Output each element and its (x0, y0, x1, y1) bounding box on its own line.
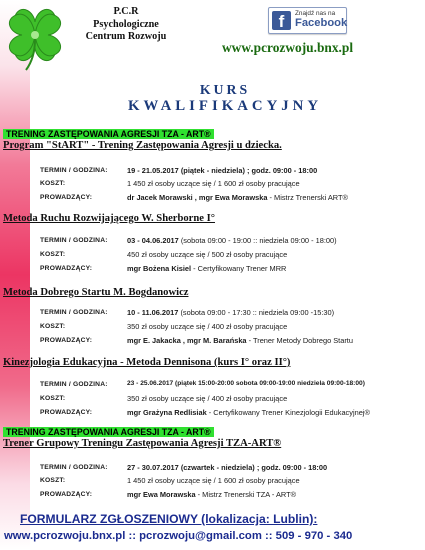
org-line-1: P.C.R (113, 6, 139, 17)
term-hours: (piątek - niedziela) ; godz. 09:00 - 18:00 (180, 166, 318, 175)
organization-name (66, 6, 186, 44)
cost-value: 350 zł osoby uczące się / 400 zł osoby pracujące (127, 394, 288, 403)
term-hours: (czwartek - niedziela) ; godz. 09:00 - 18:00 (180, 463, 328, 472)
term-date: 23 - 25.06.2017 (127, 380, 174, 387)
lead-title: - Certyfikowany Trener Kinezjologii Edukacyjnej® (208, 408, 370, 417)
term-hours: (piątek 15:00-20:00 sobota 09:00-19:00 niedziela 09:00-18:00) (175, 380, 365, 387)
org-line-2: Psychologiczne (93, 18, 159, 30)
term-date: 03 - 04.06.2017 (127, 236, 179, 245)
facebook-icon: f (272, 11, 291, 30)
category-band: TRENING ZASTĘPOWANIA AGRESJI TZA - ART® (3, 129, 214, 139)
registration-form-link[interactable]: FORMULARZ ZGŁOSZENIOWY (lokalizacja: Lublin): (20, 512, 318, 526)
term-date: 27 - 30.07.2017 (127, 463, 179, 472)
lead-value (127, 336, 353, 345)
term-value (127, 380, 365, 387)
lead-value (127, 490, 296, 499)
term-label: TERMIN / GODZINA: (40, 464, 108, 471)
cost-value: 450 zł osoby uczące się / 500 zł osoby pracujące (127, 250, 288, 259)
lead-title: - Mistrz Trenerski TZA - ART® (197, 490, 297, 499)
lead-value (127, 193, 348, 202)
term-hours: (sobota 09:00 - 17:30 :: niedziela 09:00 -15:30) (180, 308, 335, 317)
cost-label: KOSZT: (40, 251, 66, 258)
term-value (127, 166, 317, 175)
term-date: 10 - 11.06.2017 (127, 308, 179, 317)
cost-label: KOSZT: (40, 477, 66, 484)
clover-logo-icon (2, 2, 68, 72)
course-title: Program "StART" - Trening Zastępowania Agresji u dziecka. (3, 140, 282, 151)
term-label: TERMIN / GODZINA: (40, 309, 108, 316)
term-hours: (sobota 09:00 - 19:00 :: niedziela 09:00 - 18:00) (180, 236, 337, 245)
lead-name: dr Jacek Morawski , mgr Ewa Morawska (127, 193, 268, 202)
lead-name: mgr Bożena Kisiel (127, 264, 192, 273)
website-link[interactable]: www.pcrozwoju.bnx.pl (222, 40, 354, 55)
term-value (127, 236, 337, 245)
contact-footer: www.pcrozwoju.bnx.pl :: pcrozwoju@gmail.com :: 509 - 970 - 340 (4, 530, 353, 542)
pink-sidebar (0, 0, 30, 550)
facebook-big-text: Facebook (295, 17, 348, 29)
lead-label: PROWADZĄCY: (40, 265, 93, 272)
org-line-3: Centrum Rozwoju (85, 31, 167, 42)
term-value (127, 308, 334, 317)
term-date: 19 - 21.05.2017 (127, 166, 179, 175)
course-title: Metoda Ruchu Rozwijającego W. Sherborne I° (3, 213, 215, 224)
lead-label: PROWADZĄCY: (40, 409, 93, 416)
term-label: TERMIN / GODZINA: (40, 381, 108, 388)
cost-label: KOSZT: (40, 323, 66, 330)
lead-name: mgr Ewa Morawska (127, 490, 196, 499)
term-label: TERMIN / GODZINA: (40, 237, 108, 244)
lead-label: PROWADZĄCY: (40, 194, 93, 201)
lead-title: - Trener Metody Dobrego Startu (248, 336, 353, 345)
term-value (127, 463, 327, 472)
cost-value: 350 zł osoby uczące się / 400 zł osoby pracujące (127, 322, 288, 331)
lead-name: mgr E. Jakacka , mgr M. Barańska (127, 336, 247, 345)
lead-title: - Certyfikowany Trener MRR (193, 264, 287, 273)
lead-value (127, 408, 370, 417)
course-title: Metoda Dobrego Startu M. Bogdanowicz (3, 287, 189, 298)
lead-label: PROWADZĄCY: (40, 337, 93, 344)
cost-value: 1 450 zł osoby uczące się / 1 600 zł osoby pracujące (127, 179, 300, 188)
term-label: TERMIN / GODZINA: (40, 167, 108, 174)
title-line-2: KWALIFIKACYJNY (127, 98, 323, 114)
lead-name: mgr Grażyna Redlisiak (127, 408, 207, 417)
cost-label: KOSZT: (40, 180, 66, 187)
lead-label: PROWADZĄCY: (40, 491, 93, 498)
category-band: TRENING ZASTĘPOWANIA AGRESJI TZA - ART® (3, 427, 214, 437)
cost-value: 1 450 zł osoby uczące się / 1 600 zł osoby pracujące (127, 476, 300, 485)
course-title: Trener Grupowy Treningu Zastępowania Agresji TZA-ART® (3, 438, 282, 449)
facebook-small-text: Znajdź nas na (295, 10, 336, 17)
course-title: Kinezjologia Edukacyjna - Metoda Dennisona (kurs I° oraz II°) (3, 357, 291, 368)
lead-title: - Mistrz Trenerski ART® (269, 193, 348, 202)
lead-value (127, 264, 286, 273)
facebook-badge[interactable] (268, 7, 347, 34)
title-line-1: KURS (199, 82, 251, 97)
cost-label: KOSZT: (40, 395, 66, 402)
